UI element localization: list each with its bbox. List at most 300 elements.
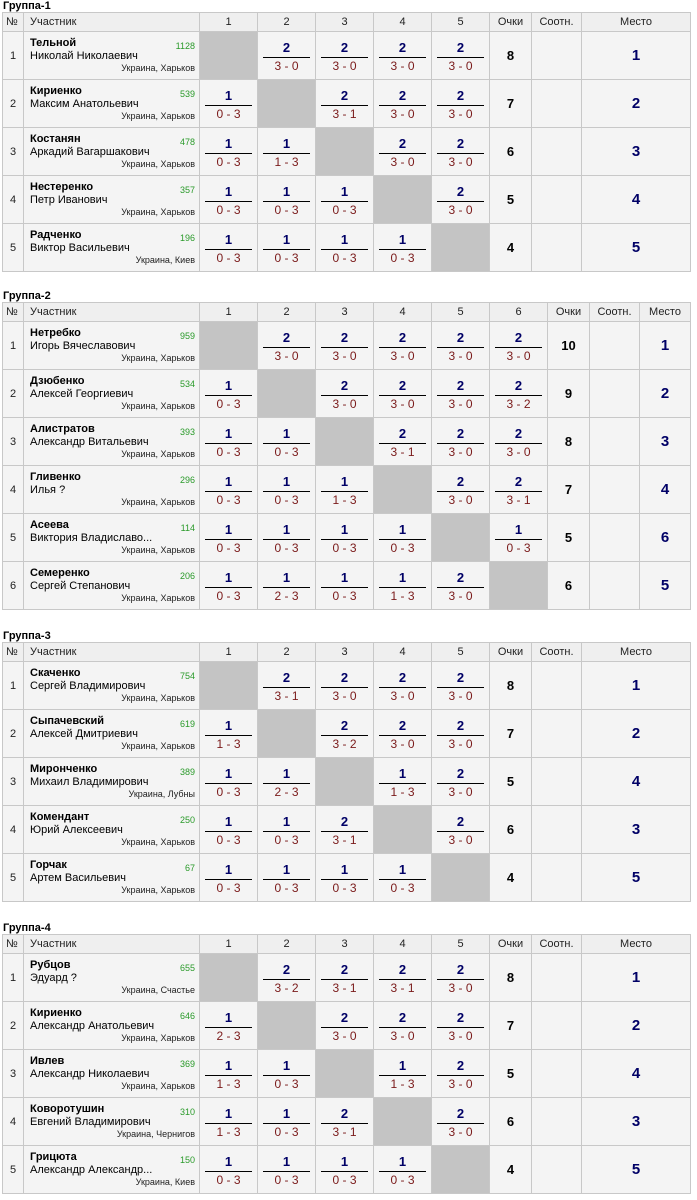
- match-points: 2: [456, 426, 465, 441]
- header-col: 1: [200, 935, 258, 954]
- fraction-line: [321, 587, 368, 588]
- player-city: Украина, Харьков: [121, 111, 195, 121]
- match-result[interactable]: [200, 418, 258, 466]
- match-result[interactable]: [258, 466, 316, 514]
- match-score: 0 - 3: [274, 251, 299, 265]
- header-place: Место: [582, 935, 691, 954]
- self-cell: [316, 418, 374, 466]
- match-score: 0 - 3: [274, 1077, 299, 1091]
- player-number: 2: [3, 1002, 24, 1050]
- header-num: №: [3, 303, 24, 322]
- player-cell: [24, 322, 200, 370]
- header-col: 3: [316, 303, 374, 322]
- total-points: 4: [490, 854, 532, 902]
- match-score: 3 - 2: [274, 981, 299, 995]
- player-surname[interactable]: Грицюта: [30, 1151, 77, 1163]
- match-result[interactable]: [316, 466, 374, 514]
- total-points: 7: [490, 710, 532, 758]
- player-number: 6: [3, 562, 24, 610]
- match-score: 1 - 3: [216, 1125, 241, 1139]
- player-surname[interactable]: Нестеренко: [30, 181, 94, 193]
- header-col: 2: [258, 643, 316, 662]
- player-surname[interactable]: Комендант: [30, 811, 90, 823]
- match-result[interactable]: [432, 1002, 490, 1050]
- match-points: 2: [514, 426, 523, 441]
- header-col: 3: [316, 13, 374, 32]
- header-col: 1: [200, 643, 258, 662]
- header-col: 4: [374, 643, 432, 662]
- fraction-line: [437, 443, 484, 444]
- match-points: 2: [456, 962, 465, 977]
- match-result[interactable]: [200, 854, 258, 902]
- final-place: 2: [640, 370, 691, 418]
- match-points: 1: [282, 766, 291, 781]
- fraction-line: [205, 443, 252, 444]
- player-number: 5: [3, 224, 24, 272]
- self-cell: [316, 758, 374, 806]
- match-result[interactable]: [374, 710, 432, 758]
- player-row: [3, 662, 691, 710]
- match-result[interactable]: [374, 32, 432, 80]
- group-table: [2, 12, 691, 272]
- match-result[interactable]: [432, 1050, 490, 1098]
- match-result[interactable]: [258, 562, 316, 610]
- fraction-line: [321, 539, 368, 540]
- match-points: 1: [224, 814, 233, 829]
- match-score: 0 - 3: [216, 785, 241, 799]
- fraction-line: [379, 587, 426, 588]
- match-result[interactable]: [316, 80, 374, 128]
- match-result[interactable]: [200, 1146, 258, 1194]
- match-result[interactable]: [432, 128, 490, 176]
- fraction-line: [263, 1075, 310, 1076]
- match-score: 0 - 3: [332, 541, 357, 555]
- match-result[interactable]: [432, 466, 490, 514]
- player-surname[interactable]: Горчак: [30, 859, 67, 871]
- match-score: 3 - 0: [448, 349, 473, 363]
- match-points: 2: [282, 330, 291, 345]
- final-place: 4: [582, 176, 691, 224]
- player-firstname: Александр Александр...: [30, 1164, 153, 1176]
- ratio-cell: [532, 1146, 582, 1194]
- fraction-line: [321, 1027, 368, 1028]
- header-col: 6: [490, 303, 548, 322]
- match-result[interactable]: [490, 418, 548, 466]
- player-surname[interactable]: Скаченко: [30, 667, 81, 679]
- match-result[interactable]: [316, 710, 374, 758]
- player-cell: [24, 806, 200, 854]
- fraction-line: [263, 783, 310, 784]
- player-surname[interactable]: Асеева: [30, 519, 69, 531]
- match-points: 1: [340, 1154, 349, 1169]
- match-score: 3 - 0: [448, 785, 473, 799]
- player-firstname: Виктория Владиславо...: [30, 532, 153, 544]
- match-result[interactable]: [316, 370, 374, 418]
- match-score: 0 - 3: [216, 589, 241, 603]
- match-result[interactable]: [258, 854, 316, 902]
- match-result[interactable]: [374, 418, 432, 466]
- player-firstname: Артем Васильевич: [30, 872, 126, 884]
- match-points: 2: [456, 1010, 465, 1025]
- match-result[interactable]: [316, 32, 374, 80]
- fraction-line: [379, 539, 426, 540]
- ratio-cell: [532, 128, 582, 176]
- match-result[interactable]: [258, 224, 316, 272]
- fraction-line: [437, 1075, 484, 1076]
- match-result[interactable]: [316, 1098, 374, 1146]
- player-surname[interactable]: Кириенко: [30, 1007, 82, 1019]
- match-score: 3 - 0: [448, 203, 473, 217]
- match-result[interactable]: [374, 224, 432, 272]
- ratio-cell: [532, 176, 582, 224]
- fraction-line: [263, 201, 310, 202]
- match-result[interactable]: [316, 224, 374, 272]
- player-surname[interactable]: Костанян: [30, 133, 81, 145]
- match-score: 3 - 0: [390, 397, 415, 411]
- self-cell: [200, 322, 258, 370]
- match-result[interactable]: [432, 176, 490, 224]
- match-result[interactable]: [374, 1002, 432, 1050]
- fraction-line: [205, 831, 252, 832]
- match-result[interactable]: [200, 1002, 258, 1050]
- match-score: 0 - 3: [390, 881, 415, 895]
- group-table: [2, 934, 691, 1194]
- player-cell: [24, 1098, 200, 1146]
- player-cell: [24, 128, 200, 176]
- fraction-line: [205, 879, 252, 880]
- fraction-line: [437, 1123, 484, 1124]
- match-result[interactable]: [432, 80, 490, 128]
- fraction-line: [379, 687, 426, 688]
- player-surname[interactable]: Кириенко: [30, 85, 82, 97]
- match-score: 0 - 3: [216, 155, 241, 169]
- player-surname[interactable]: Рубцов: [30, 959, 71, 971]
- fraction-line: [437, 687, 484, 688]
- player-firstname: Игорь Вячеславович: [30, 340, 136, 352]
- match-result[interactable]: [432, 322, 490, 370]
- match-result[interactable]: [258, 514, 316, 562]
- fraction-line: [321, 491, 368, 492]
- fraction-line: [379, 105, 426, 106]
- match-result[interactable]: [200, 466, 258, 514]
- match-result[interactable]: [258, 1098, 316, 1146]
- player-firstname: Евгений Владимирович: [30, 1116, 151, 1128]
- match-points: 1: [514, 522, 523, 537]
- match-result[interactable]: [258, 176, 316, 224]
- player-firstname: Юрий Алексеевич: [30, 824, 123, 836]
- match-result[interactable]: [432, 806, 490, 854]
- player-city: Украина, Харьков: [121, 63, 195, 73]
- match-result[interactable]: [432, 954, 490, 1002]
- fraction-line: [379, 1027, 426, 1028]
- player-number: 4: [3, 1098, 24, 1146]
- player-surname[interactable]: Ивлев: [30, 1055, 65, 1067]
- header-col: 5: [432, 303, 490, 322]
- match-result[interactable]: [258, 758, 316, 806]
- match-result[interactable]: [374, 128, 432, 176]
- player-row: [3, 806, 691, 854]
- match-result[interactable]: [316, 662, 374, 710]
- total-points: 5: [490, 1050, 532, 1098]
- fraction-line: [437, 395, 484, 396]
- group-title: Группа-2: [3, 290, 51, 302]
- match-points: 2: [514, 378, 523, 393]
- match-result[interactable]: [200, 176, 258, 224]
- player-city: Украина, Чернигов: [116, 1129, 195, 1139]
- match-score: 0 - 3: [274, 1125, 299, 1139]
- match-result[interactable]: [200, 224, 258, 272]
- match-result[interactable]: [316, 954, 374, 1002]
- player-rating: 534: [179, 379, 195, 389]
- fraction-line: [263, 249, 310, 250]
- match-result[interactable]: [490, 370, 548, 418]
- player-rating: 310: [179, 1107, 195, 1117]
- player-surname[interactable]: Нетребко: [30, 327, 81, 339]
- match-result[interactable]: [432, 562, 490, 610]
- fraction-line: [321, 249, 368, 250]
- player-cell: [24, 562, 200, 610]
- player-surname[interactable]: Семеренко: [30, 567, 90, 579]
- match-score: 1 - 3: [216, 1077, 241, 1091]
- match-points: 1: [224, 88, 233, 103]
- match-result[interactable]: [374, 954, 432, 1002]
- match-points: 1: [398, 232, 407, 247]
- match-result[interactable]: [432, 758, 490, 806]
- match-result[interactable]: [374, 758, 432, 806]
- fraction-line: [379, 1171, 426, 1172]
- fraction-line: [205, 735, 252, 736]
- match-result[interactable]: [258, 662, 316, 710]
- match-result[interactable]: [258, 806, 316, 854]
- match-result[interactable]: [316, 176, 374, 224]
- player-firstname: Сергей Степанович: [30, 580, 131, 592]
- match-result[interactable]: [490, 322, 548, 370]
- match-result[interactable]: [432, 710, 490, 758]
- match-result[interactable]: [316, 562, 374, 610]
- total-points: 8: [490, 32, 532, 80]
- match-score: 0 - 3: [274, 833, 299, 847]
- match-score: 3 - 0: [448, 833, 473, 847]
- match-result[interactable]: [258, 322, 316, 370]
- match-result[interactable]: [200, 1050, 258, 1098]
- match-score: 0 - 3: [332, 881, 357, 895]
- match-result[interactable]: [316, 806, 374, 854]
- match-result[interactable]: [258, 1050, 316, 1098]
- match-score: 3 - 0: [274, 59, 299, 73]
- match-score: 3 - 0: [332, 59, 357, 73]
- match-result[interactable]: [200, 562, 258, 610]
- match-score: 3 - 0: [448, 445, 473, 459]
- self-cell: [316, 1050, 374, 1098]
- header-ratio: Соотн.: [532, 13, 582, 32]
- player-row: [3, 514, 691, 562]
- match-points: 1: [398, 1154, 407, 1169]
- player-surname[interactable]: Коворотушин: [30, 1103, 105, 1115]
- player-cell: [24, 710, 200, 758]
- match-result[interactable]: [200, 370, 258, 418]
- table-header: [3, 13, 691, 32]
- match-result[interactable]: [258, 32, 316, 80]
- header-col: 5: [432, 13, 490, 32]
- match-score: 3 - 2: [506, 397, 531, 411]
- match-points: 2: [398, 136, 407, 151]
- ratio-cell: [532, 806, 582, 854]
- player-surname[interactable]: Гливенко: [30, 471, 81, 483]
- match-result[interactable]: [200, 80, 258, 128]
- player-city: Украина, Харьков: [121, 545, 195, 555]
- match-score: 3 - 0: [448, 1125, 473, 1139]
- fraction-line: [321, 347, 368, 348]
- final-place: 3: [582, 1098, 691, 1146]
- player-number: 2: [3, 710, 24, 758]
- match-score: 0 - 3: [216, 493, 241, 507]
- total-points: 6: [490, 806, 532, 854]
- match-result[interactable]: [316, 854, 374, 902]
- match-result[interactable]: [374, 562, 432, 610]
- fraction-line: [205, 1075, 252, 1076]
- match-result[interactable]: [200, 1098, 258, 1146]
- match-points: 1: [224, 522, 233, 537]
- match-result[interactable]: [200, 758, 258, 806]
- player-surname[interactable]: Миронченко: [30, 763, 98, 775]
- player-row: [3, 1050, 691, 1098]
- match-result[interactable]: [432, 1098, 490, 1146]
- match-score: 0 - 3: [390, 541, 415, 555]
- match-result[interactable]: [432, 662, 490, 710]
- match-result[interactable]: [374, 514, 432, 562]
- fraction-line: [205, 539, 252, 540]
- ratio-cell: [532, 80, 582, 128]
- match-points: 2: [282, 40, 291, 55]
- total-points: 8: [548, 418, 590, 466]
- match-score: 0 - 3: [216, 881, 241, 895]
- match-score: 3 - 0: [390, 59, 415, 73]
- match-result[interactable]: [316, 1002, 374, 1050]
- match-points: 1: [224, 1058, 233, 1073]
- player-surname[interactable]: Сыпачевский: [30, 715, 104, 727]
- match-result[interactable]: [258, 954, 316, 1002]
- match-result[interactable]: [374, 80, 432, 128]
- match-result[interactable]: [374, 662, 432, 710]
- match-points: 1: [340, 862, 349, 877]
- match-points: 2: [398, 1010, 407, 1025]
- match-score: 0 - 3: [274, 1173, 299, 1187]
- match-result[interactable]: [200, 806, 258, 854]
- match-result[interactable]: [374, 370, 432, 418]
- player-surname[interactable]: Радченко: [30, 229, 82, 241]
- match-result[interactable]: [432, 370, 490, 418]
- match-result[interactable]: [316, 1146, 374, 1194]
- player-firstname: Виктор Васильевич: [30, 242, 130, 254]
- player-number: 2: [3, 80, 24, 128]
- fraction-line: [437, 587, 484, 588]
- player-city: Украина, Харьков: [121, 741, 195, 751]
- match-result[interactable]: [200, 128, 258, 176]
- player-cell: [24, 1146, 200, 1194]
- player-cell: [24, 370, 200, 418]
- match-points: 2: [340, 670, 349, 685]
- match-result[interactable]: [258, 418, 316, 466]
- header-participant: Участник: [24, 303, 200, 322]
- fraction-line: [205, 587, 252, 588]
- ratio-cell: [532, 854, 582, 902]
- header-ratio: Соотн.: [590, 303, 640, 322]
- match-points: 2: [340, 1010, 349, 1025]
- match-score: 3 - 0: [448, 155, 473, 169]
- player-surname[interactable]: Алистратов: [30, 423, 95, 435]
- fraction-line: [205, 153, 252, 154]
- player-row: [3, 224, 691, 272]
- match-score: 1 - 3: [390, 589, 415, 603]
- fraction-line: [205, 1171, 252, 1172]
- match-score: 1 - 3: [274, 155, 299, 169]
- match-result[interactable]: [258, 1146, 316, 1194]
- match-score: 3 - 0: [448, 981, 473, 995]
- match-points: 2: [456, 184, 465, 199]
- match-points: 2: [340, 40, 349, 55]
- match-result[interactable]: [374, 1146, 432, 1194]
- match-score: 3 - 0: [390, 1029, 415, 1043]
- fraction-line: [263, 587, 310, 588]
- player-number: 3: [3, 758, 24, 806]
- total-points: 4: [490, 224, 532, 272]
- player-cell: [24, 1002, 200, 1050]
- ratio-cell: [590, 322, 640, 370]
- header-col: 2: [258, 935, 316, 954]
- match-result[interactable]: [200, 710, 258, 758]
- header-ratio: Соотн.: [532, 935, 582, 954]
- match-score: 0 - 3: [216, 251, 241, 265]
- match-result[interactable]: [258, 128, 316, 176]
- match-result[interactable]: [374, 322, 432, 370]
- total-points: 8: [490, 662, 532, 710]
- player-rating: 619: [179, 719, 195, 729]
- match-result[interactable]: [432, 32, 490, 80]
- fraction-line: [437, 105, 484, 106]
- match-score: 0 - 3: [274, 541, 299, 555]
- player-number: 4: [3, 806, 24, 854]
- match-result[interactable]: [200, 514, 258, 562]
- match-result[interactable]: [316, 514, 374, 562]
- player-firstname: Николай Николаевич: [30, 50, 138, 62]
- match-points: 2: [398, 330, 407, 345]
- match-points: 2: [398, 962, 407, 977]
- total-points: 6: [548, 562, 590, 610]
- player-city: Украина, Киев: [135, 255, 195, 265]
- match-score: 3 - 0: [332, 349, 357, 363]
- match-result[interactable]: [316, 322, 374, 370]
- fraction-line: [263, 57, 310, 58]
- total-points: 6: [490, 1098, 532, 1146]
- match-result[interactable]: [374, 1050, 432, 1098]
- match-result[interactable]: [490, 514, 548, 562]
- match-result[interactable]: [374, 854, 432, 902]
- match-result[interactable]: [432, 418, 490, 466]
- player-surname[interactable]: Тельной: [30, 37, 77, 49]
- match-result[interactable]: [490, 466, 548, 514]
- player-firstname: Илья ?: [30, 484, 66, 496]
- fraction-line: [321, 105, 368, 106]
- self-cell: [200, 954, 258, 1002]
- player-city: Украина, Харьков: [121, 1081, 195, 1091]
- self-cell: [316, 128, 374, 176]
- header-points: Очки: [490, 935, 532, 954]
- fraction-line: [263, 1123, 310, 1124]
- match-points: 1: [398, 570, 407, 585]
- player-surname[interactable]: Дзюбенко: [30, 375, 85, 387]
- match-points: 1: [282, 184, 291, 199]
- header-participant: Участник: [24, 13, 200, 32]
